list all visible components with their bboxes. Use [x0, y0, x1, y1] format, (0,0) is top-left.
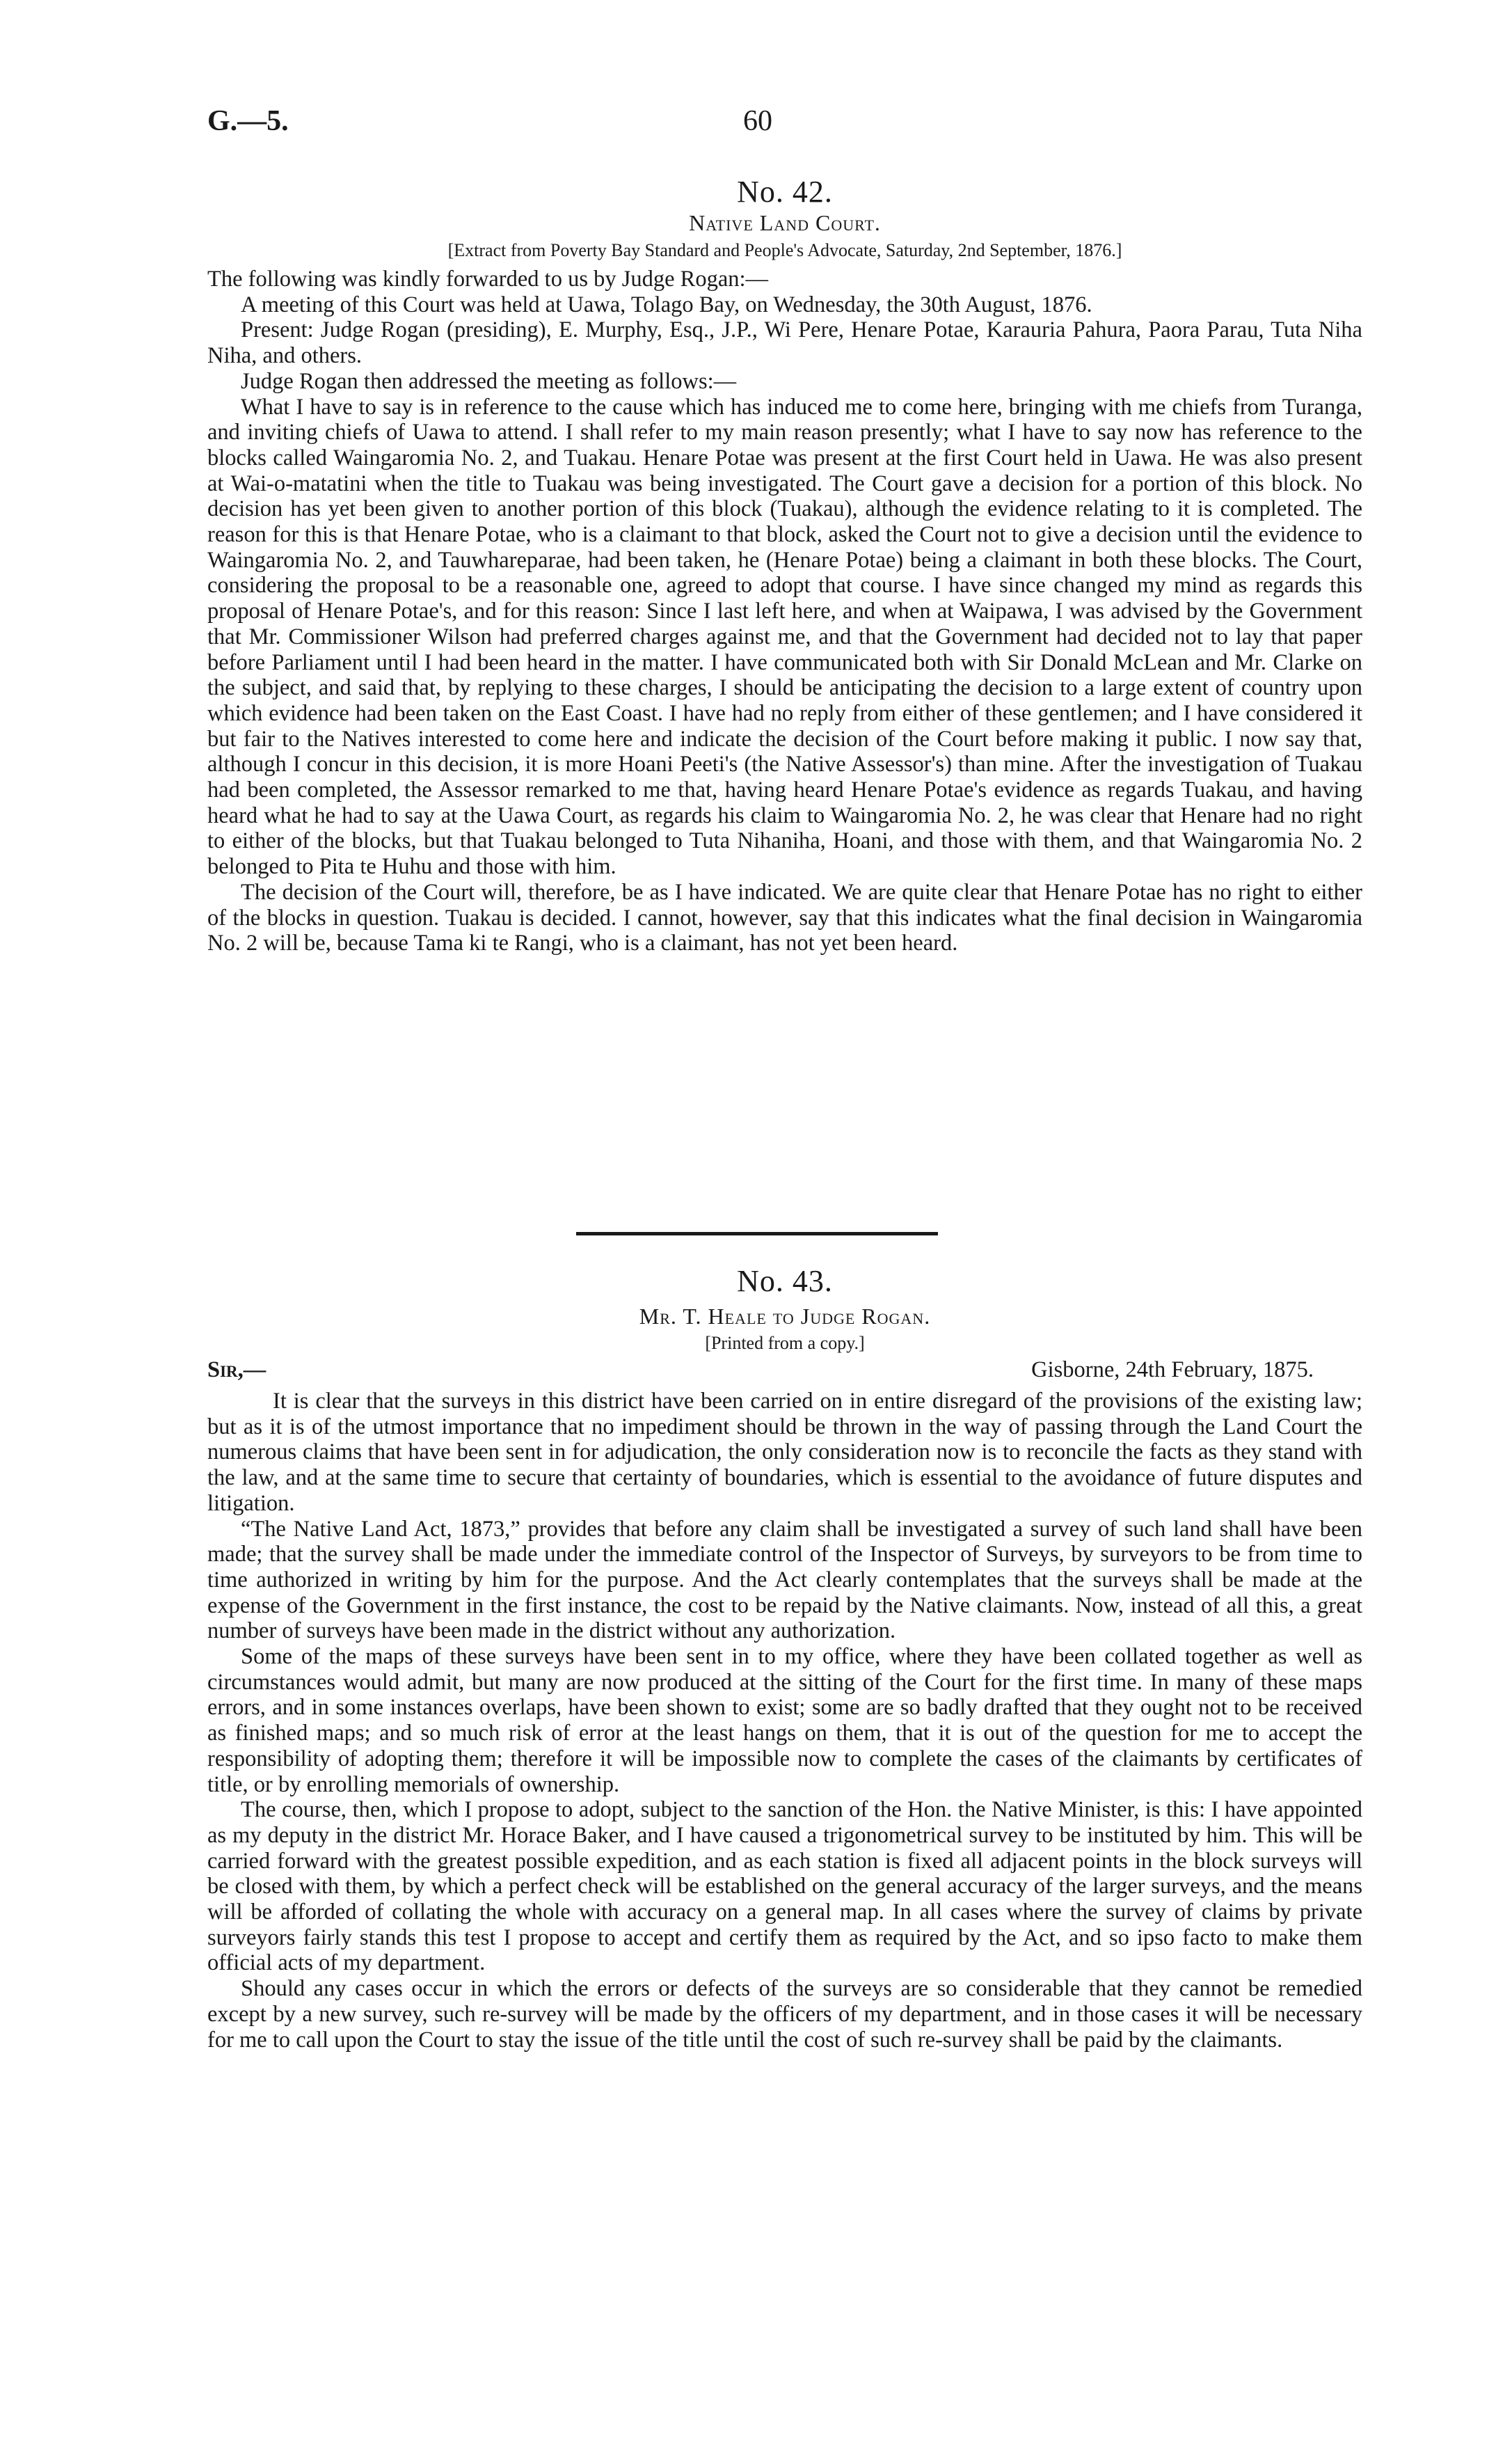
page-number: 60 [743, 105, 772, 137]
doc43-title: Mr. T. Heale to Judge Rogan. [639, 1304, 931, 1329]
doc42-paragraph: What I have to say is in reference to the cause which has induced me to come here, bringing with me chiefs from Turanga, and inviting chiefs of Uawa to attend. I shall refer to my main reason presently; what I have to say now has reference to the blocks called Waingaromia No. 2, and Tuakau. Henare Potae was present at the first Court held in Uawa. He was also present at Wai-o-matatini when the title to Tuakau was being investigated. The Court gave a decision for a portion of this block. No decision has yet been given to another portion of this block (Tuakau), although the evidence relating to it is completed. The reason for this is that Henare Potae, who is a claimant to that block, asked the Court not to give a decision until the evidence to Waingaromia No. 2, and Tauwhareparae, had been taken, he (Henare Potae) being a claimant in both these blocks. The Court, considering the proposal to be a reasonable one, agreed to adopt that course. I have since changed my mind as regards this proposal of Henare Potae's, and for this reason: Since I last left here, and when at Waipawa, I was advised by the Government that Mr. Commissioner Wilson had preferred charges against me, and that the Government had decided not to lay that paper before Parliament until I had been heard in the matter. I have communicated both with Sir Donald McLean and Mr. Clarke on the subject, and said that, by replying to these charges, I should be anticipating the decision to a large extent of country upon which evidence had been taken on the East Coast. I have had no reply from either of these gentlemen; and I have considered it but fair to the Natives interested to come here and indicate the decision of the Court before making it public. I now say that, although I concur in this decision, it is more Hoani Peeti's (the Native Assessor's) than mine. After the investigation of Tuakau had been completed, the Assessor remarked to me that, having heard Henare Potae's evidence as regards Tuakau, and having heard what he had to say at the Uawa Court, as regards his claim to Waingaromia No. 2, he was clear that Henare had no right to either of the blocks, but that Tuakau belonged to Tuta Nihaniha, Hoani, and those with them, and that Waingaromia No. 2 belonged to Pita te Huhu and those with him. [207, 394, 1362, 880]
doc42-number: No. 42. [737, 175, 833, 209]
doc42-paragraph: The decision of the Court will, therefore, be as I have indicated. We are quite clear that Henare Potae has no right to either of the blocks in question. Tuakau is decided. I cannot, however, say that this indicates what the final decision in Waingaromia No. 2 will be, because Tama ki te Rangi, who is a claimant, has not yet been heard. [207, 879, 1362, 956]
doc42-paragraph: Present: Judge Rogan (presiding), E. Murphy, Esq., J.P., Wi Pere, Henare Potae, Karauria Pahura, Paora Parau, Tuta Niha Niha, and others. [207, 317, 1362, 369]
doc42-paragraph: A meeting of this Court was held at Uawa, Tolago Bay, on Wednesday, the 30th August, 1876. [241, 292, 1092, 317]
doc43-number: No. 43. [737, 1264, 833, 1298]
page-header [207, 104, 1362, 146]
doc42-extract-note: [Extract from Poverty Bay Standard and People's Advocate, Saturday, 2nd September, 1876.] [447, 240, 1122, 260]
letter-salutation: Sir,— [207, 1357, 266, 1382]
doc43-paragraph: The course, then, which I propose to adopt, subject to the sanction of the Hon. the Native Minister, is this: I have appointed as my deputy in the district Mr. Horace Baker, and I have caused a trigonometrical survey to be instituted by him. This will be carried forward with the greatest possible expedition, and as each station is fixed all adjacent points in the block surveys will be closed with them, by which a perfect check will be established on the general accuracy of the larger surveys, and the means will be afforded of collating the whole with accuracy on a general map. In all cases where the survey of claims by private surveyors fairly stands this test I propose to accept and certify them as required by the Act, and so ipso facto to make them official acts of my department. [207, 1797, 1362, 1976]
letter-salutation-row [207, 1357, 1362, 1385]
letter-place-date: Gisborne, 24th February, 1875. [1031, 1357, 1314, 1382]
doc43-body [207, 1389, 1362, 2053]
doc43-paragraph: “The Native Land Act, 1873,” provides that before any claim shall be investigated a survey of such land shall have been made; that the survey shall be made under the immediate control of the Inspector of Surveys, by surveyors to be from time to time authorized in writing by him for the purpose. And the Act clearly contemplates that the surveys shall be made at the expense of the Government in the first instance, the cost to be repaid by the Native claimants. Now, instead of all this, a great number of surveys have been made in the district without any authorization. [207, 1516, 1362, 1644]
doc42-paragraph: The following was kindly forwarded to us by Judge Rogan:— [207, 267, 769, 292]
doc43-copy-note: [Printed from a copy.] [705, 1333, 865, 1353]
doc43-paragraph: It is clear that the surveys in this district have been carried on in entire disregard of the provisions of the existing law; but as it is of the utmost importance that no impediment should be thrown in the way of passing through the Land Court the numerous claims that have been sent in for adjudication, the only consideration now is to reconcile the facts as they stand with the law, and at the same time to secure that certainty of boundaries, which is essential to the avoidance of future disputes and litigation. [207, 1389, 1362, 1516]
doc43-paragraph: Some of the maps of these surveys have been sent in to my office, where they have been collated together as well as circumstances would admit, but many are now produced at the sitting of the Court for the first time. In many of these maps errors, and in some instances overlaps, have been shown to exist; some are so badly drafted that they ought not to be received as finished maps; and so much risk of error at the least hangs on them, that it is out of the question for me to accept the responsibility of adopting them; therefore it will be impossible now to complete the cases of the claimants by certificates of title, or by enrolling memorials of ownership. [207, 1644, 1362, 1797]
doc42-body [207, 267, 1362, 956]
doc43-paragraph: Should any cases occur in which the errors or defects of the surveys are so considerable that they cannot be remedied except by a new survey, such re-survey will be made by the officers of my department, and in those cases it will be necessary for me to call upon the Court to stay the issue of the title until the cost of such re-survey shall be paid by the claimants. [207, 1976, 1362, 2053]
document-reference: G.—5. [207, 105, 289, 137]
doc42-title: Native Land Court. [689, 210, 881, 235]
doc42-paragraph: Judge Rogan then addressed the meeting as follows:— [241, 368, 737, 394]
section-divider [576, 1232, 938, 1235]
